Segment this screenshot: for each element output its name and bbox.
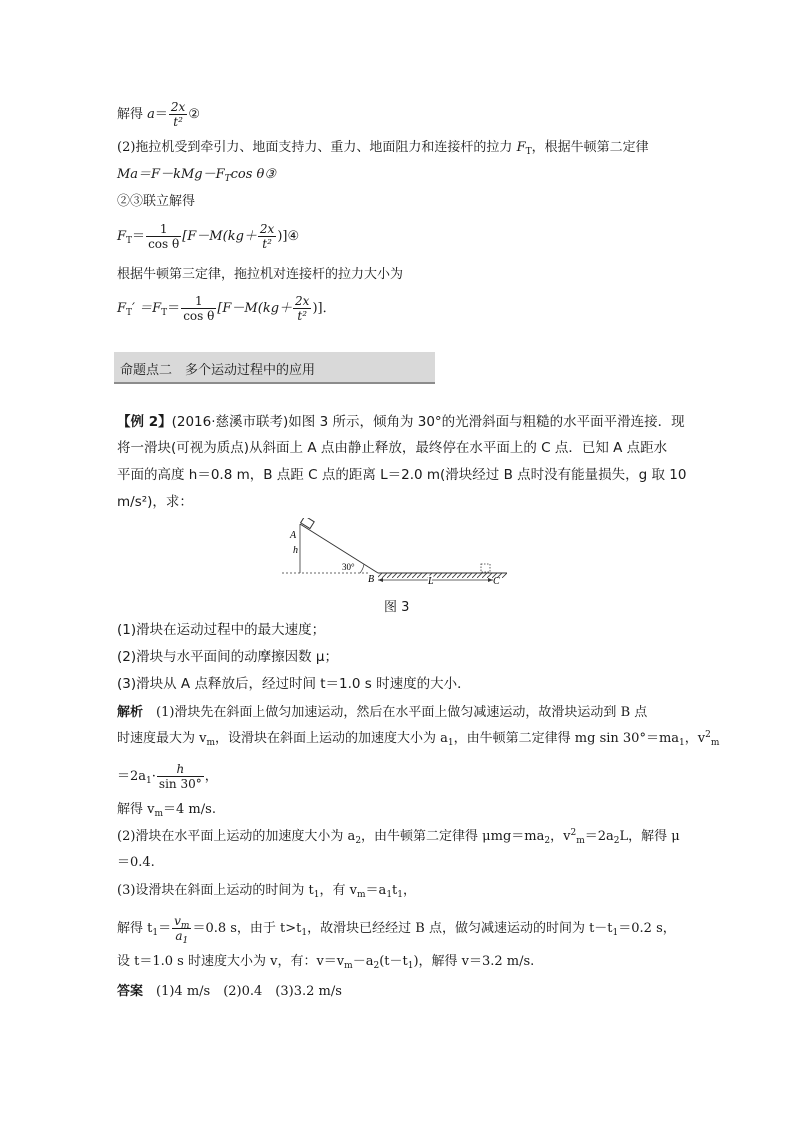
fraction [293,294,311,323]
sub: 1 [182,936,189,946]
text: ，由牛顿第二定律得 mg sin 30°＝ma [453,731,680,746]
text: ，v [684,731,706,746]
incline-figure [282,518,522,596]
sub: 1 [447,738,454,748]
sub: 1 [146,776,152,786]
text: (2)滑块与水平面间的动摩擦因数 μ； [117,649,339,665]
text: v [174,914,181,928]
arrow-left [378,578,383,582]
denominator: t² [297,309,308,323]
text: t [392,883,398,898]
text: 时速度最大为 v [117,731,207,746]
numerator: h [157,762,204,777]
example-line-3 [117,466,686,484]
sub: 2 [613,836,620,846]
equation-line [117,166,276,184]
example-line-1 [117,413,685,431]
text: ， [403,883,417,898]
sup: 2 [705,730,711,740]
text: )]． [312,301,336,316]
var: F [516,140,526,155]
denominator [172,929,191,946]
text: ，根据牛顿第二定律 [531,140,649,155]
text: 将一滑块(可视为质点)从斜面上 A 点由静止释放，最终停在水平面上的 C 点．已知 A 点距水 [117,440,668,456]
text: 设 t＝1.0 s 时速度大小为 v，有：v＝v [117,954,345,969]
numerator: 2x [259,222,275,236]
sub: 1 [152,928,159,938]
sub: T [126,308,133,318]
fraction [157,762,204,791]
text: ＝ [158,921,172,936]
text: 根据牛顿第三定律，拖拉机对连接杆的拉力大小为 [117,267,404,282]
denominator: t² [262,237,272,251]
text: · [151,769,156,784]
example-line-2 [117,439,667,457]
answer-text: (1)4 m/s (2)0.4 (3)3.2 m/s [143,984,342,999]
label-l: L [428,576,434,587]
equation-a [117,100,200,129]
text: (3)滑块从 A 点释放后，经过时间 t＝1.0 s 时速度的大小． [117,676,471,692]
example-line-4 [117,493,193,511]
text: ＝ [167,301,181,316]
fraction [172,914,191,946]
fraction [146,222,181,251]
solution-line-6 [117,854,155,872]
text: [F－M(kg＋ [182,229,257,244]
solution-line-9 [117,953,534,971]
sub: T [224,174,231,184]
text: (2016·慈溪市联考)如图 3 所示，倾角为 30°的光滑斜面与粗糙的水平面平滑连接．现 [171,414,685,430]
sub: 1 [612,928,619,938]
text: (1)滑块在运动过程中的最大速度； [117,622,326,638]
text: －a [352,954,374,969]
denominator: sin 30° [158,777,202,791]
sub: 1 [679,738,685,748]
text: ，v [550,829,571,844]
fraction [181,294,216,323]
block-at-c [481,564,490,572]
var-a: a [147,107,155,122]
text: ＝ [154,107,168,122]
incline-line [300,524,378,573]
paragraph-line [117,139,649,157]
sub: T [126,236,133,246]
var: F [117,229,127,244]
text: ＝2a [117,769,147,784]
sub: 2 [373,961,380,971]
text: 解得 v [117,802,155,817]
var: F [117,301,127,316]
answer-line [117,983,342,1001]
paragraph-line [117,193,195,211]
label-a: A [290,530,297,541]
text: ′ ＝F [132,301,162,316]
solution-line-7 [117,882,416,900]
paragraph-line [117,266,403,284]
fraction [258,222,276,251]
label-c: C [493,576,500,587]
solution-line-5 [117,828,680,846]
solution-label: 解析 [117,705,144,720]
sub: 1 [397,890,404,900]
solution-line-3 [117,762,218,791]
text: ②③联立解得 [117,194,196,209]
text: ＝4 m/s. [163,802,216,817]
solution-line-4 [117,801,216,819]
text: ＝0.8 s，由于 t>t [192,921,302,936]
text: 解得 [117,107,148,122]
text: m/s²)，求： [117,494,193,510]
question-2 [117,648,338,666]
text: )，解得 v＝3.2 m/s. [413,954,535,969]
example-label: 【例 2】 [117,414,172,430]
sup: 2 [570,828,577,838]
label-30: 30° [342,562,355,572]
equation-ft-prime [117,294,336,323]
label-b: B [368,574,375,585]
text: (3)设滑块在斜面上运动的时间为 t [117,883,314,898]
sub: 1 [313,890,320,900]
slider-block [301,518,315,529]
text: ＝0.4. [117,855,155,870]
sub: 2 [544,836,551,846]
numerator: 1 [181,294,216,309]
label-h: h [293,545,298,556]
numerator: 2x [295,294,310,308]
text: a [175,929,183,943]
sub: T [525,147,532,157]
denominator: cos θ [148,237,180,251]
denominator: cos θ [183,309,215,323]
text: ，设滑块在斜面上运动的加速度大小为 a [215,731,448,746]
eq-number: ② [188,107,200,122]
solution-line-2 [117,730,719,748]
text: (1)滑块先在斜面上做匀加速运动，然后在水平面上做匀减速运动，故滑块运动到 B 点 [143,705,648,720]
text: )]④ [277,229,300,244]
text: (t－t [379,954,408,969]
numerator: 1 [146,222,181,237]
text: (2)拖拉机受到牵引力、地面支持力、重力、地面阻力和连接杆的拉力 [117,140,517,155]
fraction [169,100,187,129]
question-3 [117,675,471,693]
text: ＝a [365,883,387,898]
text: L，解得 μ [619,829,680,844]
angle-arc [360,564,364,573]
text: ，故滑块已经经过 B 点，做匀减速运动的时间为 t－t [307,921,613,936]
answer-label: 答案 [117,984,144,999]
ground-hatch [378,573,507,578]
denominator: t² [173,115,183,129]
sub: 1 [407,961,414,971]
solution-line-1 [117,704,647,722]
sub: m [206,738,216,748]
text: cos θ③ [230,167,277,182]
equation-ft [117,222,299,251]
text: ，由牛顿第二定律得 μmg＝ma [361,829,545,844]
text: ， [204,769,218,784]
text: 解得 t [117,921,153,936]
sub: m [576,836,585,846]
text: ＝0.2 s， [618,921,676,936]
sub: m [344,961,353,971]
sub: 2 [355,836,362,846]
text: Ma＝F－kMg－F [117,167,225,182]
sub: m [154,809,164,819]
sub: T [161,308,168,318]
sub: m [357,890,366,900]
text: ，有 v [319,883,357,898]
question-1 [117,621,325,639]
sub: 1 [301,928,308,938]
section-banner [114,352,435,384]
text: 平面的高度 h＝0.8 m，B 点距 C 点的距离 L＝2.0 m(滑块经过 B 点时没有能量损失，g 取 10 [117,467,687,483]
solution-line-8 [117,914,676,946]
text: ＝2a [584,829,614,844]
section-title: 命题点二 多个运动过程中的应用 [120,363,316,378]
figure-caption: 图 3 [384,600,410,615]
sub: m [180,921,190,931]
text: ＝ [132,229,146,244]
numerator: 2x [170,100,186,114]
sub: 1 [386,890,393,900]
text: (2)滑块在水平面上运动的加速度大小为 a [117,829,356,844]
sub: m [710,738,720,748]
text: [F－M(kg＋ [217,301,293,316]
numerator [172,914,191,929]
